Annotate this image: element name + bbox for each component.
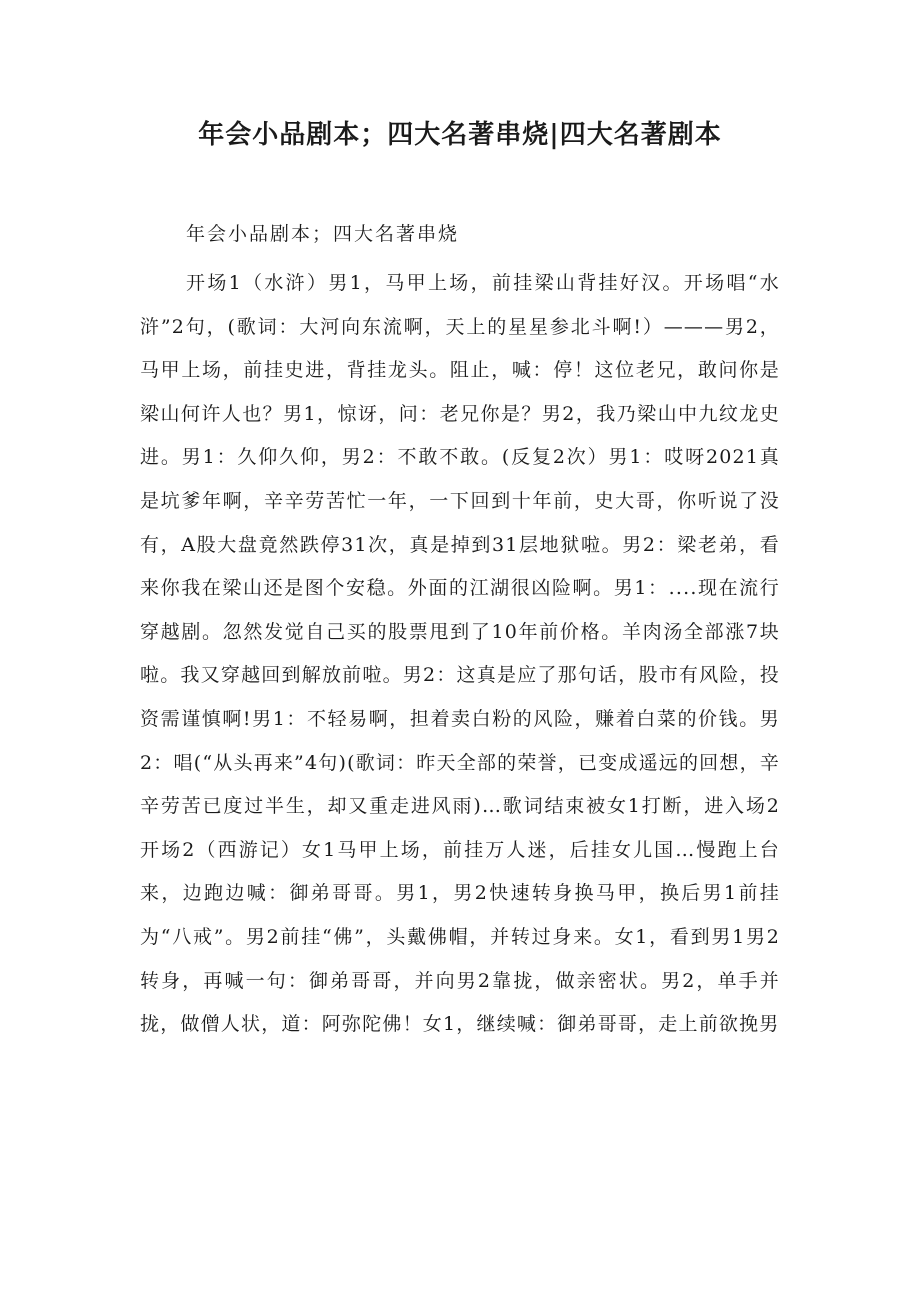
document-subtitle: 年会小品剧本；四大名著串烧: [186, 223, 460, 245]
document-title: 年会小品剧本；四大名著串烧|四大名著剧本: [198, 120, 722, 150]
document-body-paragraph: 开场1（水浒）男1，马甲上场，前挂梁山背挂好汉。开场唱“水浒”2句，(歌词：大河向东流啊，天上的星星参北斗啊!）———男2，马甲上场，前挂史进，背挂龙头。阻止，喊：停！这位老兄，敢问你是梁山何许人也？男1，惊讶，问：老兄你是？男2，我乃梁山中九纹龙史进。男1：久仰久仰，男2：不敢不敢。(反复2次）男1：哎呀2021真是坑爹年啊，辛辛劳苦忙一年，一下回到十年前，史大哥，你听说了没有，A股大盘竟然跌停31次，真是掉到31层地狱啦。男2：梁老弟，看来你我在梁山还是图个安稳。外面的江湖很凶险啊。男1：....现在流行穿越剧。忽然发觉自己买的股票甩到了10年前价格。羊肉汤全部涨7块啦。我又穿越回到解放前啦。男2：这真是应了那句话，股市有风险，投资需谨慎啊!男1：不轻易啊，担着卖白粉的风险，赚着白菜的价钱。男2：唱(“从头再来”4句)(歌词：昨天全部的荣誉，已变成遥远的回想，辛辛劳苦已度过半生，却又重走进风雨)…歌词结束被女1打断，进入场2开场2（西游记）女1马甲上场，前挂万人迷，后挂女儿国…慢跑上台来，边跑边喊：御弟哥哥。男1，男2快速转身换马甲，换后男1前挂为“八戒”。男2前挂“佛”，头戴佛帽，并转过身来。女1，看到男1男2转身，再喊一句：御弟哥哥，并向男2靠拢，做亲密状。男2，单手并拢，做僧人状，道：阿弥陀佛！女1，继续喊：御弟哥哥，走上前欲挽男: [140, 272, 780, 1036]
